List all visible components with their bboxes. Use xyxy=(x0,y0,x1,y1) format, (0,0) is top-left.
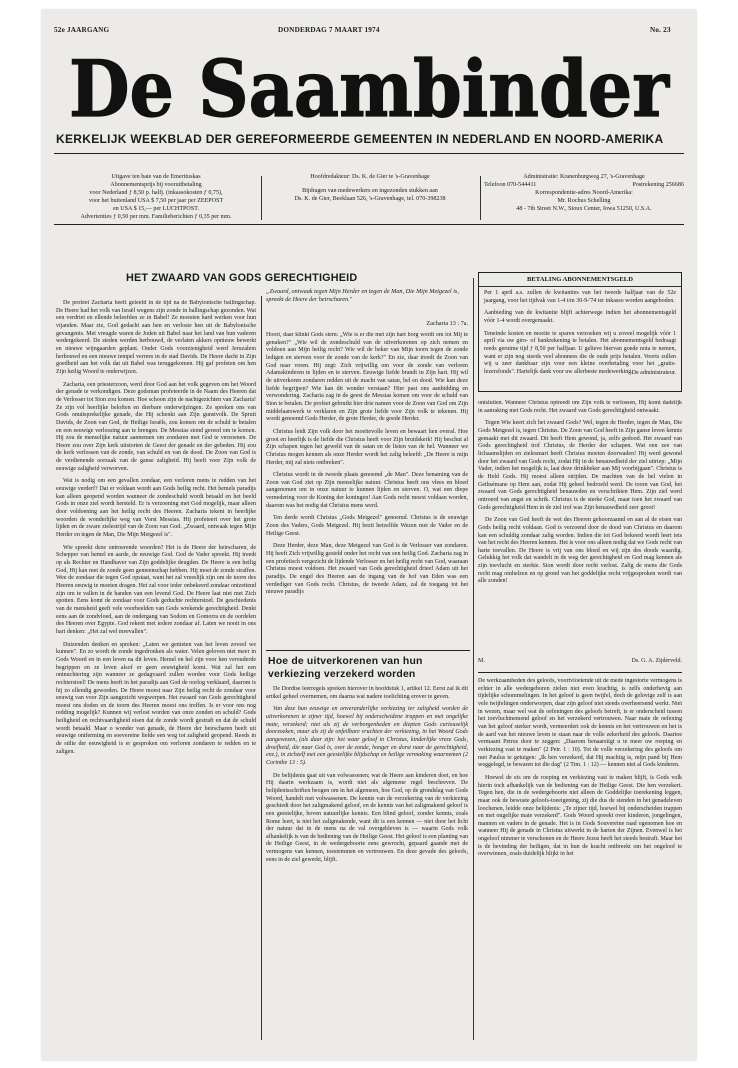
header-rule xyxy=(54,153,684,154)
administration-info xyxy=(484,174,684,214)
paragraph: De belijdenis gaat uit van volwassenen; wat de Heere aan kinderen doet, en hoe Hij daarin werkzaam is, wordt niet als algemene regel beschreven. De belijdenisschriften beogen om in het algemeen, hoe God, op de grondslag van Gods Woord, handelt met volwassenen. De kennis van de verzekering van de verkiezing geschiedt door het zaligmakend geloof, en de kennis van het zaligmakend geloof is een geestelijke, boven natuurlijke kennis. Een blind geloof, zonder kennis, zoals Rome leert, is niet het zaligmakende, want dit is een kennen — niet door het licht der natuur dat in de mens na de val overgebleven is — waarin Gods volk afhankelijk is van de bediening van de Heilige Geest. Het geloof is een planting van de Heilige Geest, in de wedergeboorte eens gewrocht, gepaard gaande met de vermogens van kennen, toestemmen en vertrouwen. En deze gevade des geloofs, eens in de ziel gewerkt, blijft. xyxy=(266,772,468,863)
paragraph: ontsluiten. Wanneer Christus optreedt om Zijn volk te verlossen, Hij komt dadelijk in aanraking met Gods recht. Het zwaard van Gods gerechtigheid ontwaakt. xyxy=(478,400,682,414)
paragraph: Zacharia, een priesterzoon, werd door God aan het volk gegeven om het Woord der genade te verkondigen. Deze godsman profeteerde in de Naam des Heeren dat de Verlosser tot Sion zou komen. Hoe schoon zijn de nachtgezichten van Zacharia! Ze zijn vol heerlijke beloften en dierbare onderwijzingen. Ze spreken ons van Gods onuitsprekelijke genade, die Hij schenkt aan Zijn gunstvolk. De Spruit Davids, de Zoon van God, de Heilige Israëls, zou komen om de schuld te betalen en een eeuwige verlossing aan te brengen. De Messias stond gereed om te komen. Hij zou de menselijke natuur aannemen om zondaren met God te verzoenen. De Heere zou over Zijn kerk uitstorten de Geest der genade en der gebeden. Hij zou de kerk verlossen van de zonde, van schuld en van de dood. De Zoon van God is de verdienende oorzaak van de ganse zaligheid. Hij heeft voor Zijn volk de eeuwige zaligheid verworven. xyxy=(56,381,256,472)
article-title: Hoe de uitverkorenen van hun verkiezing verzekerd worden xyxy=(268,656,423,680)
info-line: voor het buitenland USA $ 7,50 per jaar per ZEEPOST xyxy=(88,197,224,204)
column-divider xyxy=(261,296,262,1040)
info-line: Administratie: Kranenburgweg 27, 's-Gravenhage xyxy=(523,174,645,180)
info-line: Abonnementsprijs bij vooruitbetaling xyxy=(110,181,202,188)
paragraph: Hoewel de eis om de roeping en verkiezing vast te maken blijft, is Gods volk hierin toch afhankelijk van de bediening van de Heilige Geest. Die hen verzekert. Tegen hen, die in de wedergeboorte niet alleen de Goddelijke toerekening leggen, maar ook de bewuste geloofs-toeeigening, zij die dus de stenden in het genadeleven loochenen, leidde onze belijdenis: „Te zijner tijd, hoewel bij onderscheiden trappen en met ongelijke mate verzekerd". Gods Woord spreekt over kinderen, jongelingen, mannen en vaders in de genade. Het is in Gods Souvereine raad ogenomen hoe en wanneer Hij de genade in Christus uitwerkt in de harten der Zijnen. Evenwel is het ongeloof nimmer te verschonen en de Heere Jezus heeft het steeds bestraft. Maar het is de bevinding der heiligen, dat in hun de kracht ontbreekt om het ongeloof te overwinnen, zoals duidelijk blijkt in het xyxy=(478,774,682,858)
info-phone-row xyxy=(484,182,684,190)
issue-date: DONDERDAG 7 MAART 1974 xyxy=(278,26,380,34)
paragraph: Tegen Wie keert zich het zwaard Gods? Wel, tegen de Herder, tegen de Man, Die Gods Metgezel is, tegen Christus. De Zoon van God heeft in Zijn ganse leven kennis gemaakt met dit zwaard. Dit heeft Hem gewond, ja, zelfs gedood. Het zwaard van Gods gerechtigheid trof Christus, de Herder der schapen. Wat een zee van lichaamslijden en zielesmart heeft Christus moeten doorwaden! Hij werd gewond door het zwaard van Gods recht, zodat Hij in de benauwdheid der ziel uitriep: „Mijn Vader, indien het mogelijk is, laat deze drinkbeker aan Mij voorbijgaan". Christus is de Held Gods. Hij moest alleen strijden. De machten van de hel vielen in Gethsémane op Hem aan, zodat Hij geheel bedroefd werd. De toorn van God, het zwaard van Gods gerechtigheid benauwden en verschrikten Hem. Zijn ziel werd ontroerd van angst en schrik. Christus is de sterke God, maar toen het zwaard van Gods gerechtigheid Hem in de ziel trof was Zijn benauwdheid zeer groot! xyxy=(478,420,682,511)
paragraph: Wie spreekt deze ontroerende woorden? Het is de Heere der heirscharen, de Schepper van hemel en aarde, de eeuwige God. God de Vader spreekt. Hij treedt op als Rechter en Handhaver van Zijn goddelijke deugden. De Heere is een heilig God, Hij kan met de zonde geen gemeenschap hebben. Hij moet de zonde straffen. Wee de zondaar die tegen God opstaat, want het zal vreeslijk zijn om de toorn des Heeren eeuwig te moeten dragen. Het zal voor ieder onbekeerd zondaar ontzettend zijn om te vallen in de handen van een levend God. De Heere laat niet met Zich spotten. Eens komt de zondaar voor Gods geduchte rechterstoel. De geschiedenis van de mensheid geeft vele voorbeelden van Gods wrekende gerechtigheid. Denkt eens aan de zondvloed, aan de ondergang van Sodom en Gomorra en de oordelen des Heeren over Egypte. God rekent met iedere zondaar af. Laten we nooit in ons hart denken: „Het zal wel meevallen". xyxy=(56,544,256,635)
info-line: 48 - 7th Street N.W., Sioux Center, Iowa 51250, U.S.A. xyxy=(516,205,652,212)
paragraph: Wat is nodig om een gevallen zondaar, een verloren mens te redden van het eeuwige verderf? Dat er voldaan wordt aan Gods heilig recht. Het hemels paradijs kan alleen geopend worden wanneer de zondeschuld wordt betaald en het beeld Gods in onze ziel wordt hersteld. Er is verzoening met God mogelijk, maar alleen door voldoening aan het heilig recht des Heeren. Zacharia tekent in heerlijke woorden de wonderlijke weg van Vorst Messias. Hij profeteert over het grote lijden en de zware zielestrijd van de Zoon van God. „Zwaard, ontwaak tegen Mijn Herder en tegen de Man, Die Mijn Metgezel is". xyxy=(56,478,256,539)
quoted-article: Van deze hun eeuwige en onveranderlijke verkiezing ter zaligheid worden de uitverkorenen te zijner tijd, hoewel bij onderscheidene trappen en met ongelijke mate, verzekerd; niet als zij de verborgenheden en diepten Gods curieuselijk doorzoeken, maar als zij de onfeilbare vruchten der verkiezing, in het Woord Gods aangewezen, (als daar zijn: het waar geloof in Christus, kinderlijke vreze Gods, droefheid, die naar God is, over de zonde, honger en dorst naar de gerechtigheid, enz.), in zichzelf met een geestelijke blijdschap en heilige vermaking waarnemen (2 Corinthe 13 : 5). xyxy=(266,706,468,766)
notice-title: BETALING ABONNEMENTSGELD xyxy=(527,276,633,283)
info-line: en USA $ 15,— per LUCHTPOST. xyxy=(112,205,200,212)
article-column-2 xyxy=(266,332,468,646)
subscription-payment-notice xyxy=(478,272,682,392)
phone-number: Telefoon 070-544411 xyxy=(484,181,537,188)
paragraph: Aanbieding van de kwitantie blijft achterwege indien het abonnementsgeld vóór 1-4 wordt overgemaakt. xyxy=(484,310,676,324)
info-divider xyxy=(261,176,262,220)
paragraph: Teneinde kosten en moeite te sparen verzoeken wij u zoveel mogelijk vóór 1 april via uw giro- of bankrekening te betalen. Het abonnementsgeld bedraagt reeds geruime tijd ƒ 8,50 per halfjaar. U gelieve hiervan goede nota te nemen, want er zijn nog steeds veel abonnees die de oude prijs betalen. Voorts zullen wij u zeer dankbaar zijn voor een kleine overbetaling voor het „gratis-lezersfonds". Hartelijk dank voor uw allerbeste medewerking. xyxy=(484,330,676,375)
article-column-4 xyxy=(266,686,468,1042)
info-line: Hoofdredakteur: Ds. K. de Gier te 's-Gravenhage xyxy=(310,174,430,180)
paragraph: Duizenden denken en spreken: „Laten we genieten van het leven zoveel we kunnen". En zo wordt de zonde ingedronken als water. Velen geloven niet meer in Gods Woord en in een leven na dit leven. Hemel en hel zijn voor hen verouderde begrippen en ze leven alsof er geen eeuwigheid komt. Wat zal het een ontnuchtering zijn wanneer ze gedagvaard zullen worden voor Gods heilige rechterstoel! De mens heeft in het paradijs aan God de oorlog verklaard, daarom is hij zo ellendig geworden. De Heere moest naar Zijn heilig recht de zondaar voor eeuwig van voor Zijn aangezicht wegwerpen. Het zwaard van Gods gerechtigheid moest ons doden en de toorn des Heeren moest ons treffen. Is er voor ons nog redding mogelijk? Kunnen wij verlost worden van onze zonden en schuld? Gods heiligheid en rechtvaardigheid eisen dat de zonde wordt gestraft en dat de schuld wordt betaald. Maar o wonder van genade, de Heere der heirscharen heeft uit eeuwige ontferming en soevereine liefde een weg tot zaligheid geopend. Reeds in de stilte der eeuwigheid is er gesproken om verloren zondaren te redden en te zaligen. xyxy=(56,641,256,755)
info-line: Advertenties ƒ 0,50 per mm. Familieberichten ƒ 0,35 per mm. xyxy=(80,213,232,220)
svg-text:De Saambinder: De Saambinder xyxy=(69,46,670,130)
section-rule xyxy=(478,672,682,673)
paragraph: De Zoon van God heeft de wet des Heeren gehoorzaamd en aan al de eisen van Gods heilig recht voldaan. God is verzoend door de dood van Christus en daarom kan een schuldig zondaar zalig worden. Indien die tot God bekeerd wordt leert iets van het recht des Heeren kennen. Het is voor ons alleen nodig dat we Gods recht van harte toevallen. De Heere is vrij van ons bloed en wij zijn des doods waardig. Gelukkig het volk dat wandelt in de weg der gerechtigheid en God mag kennen als zijn toevlucht en sterkte. Sion wordt door recht verlost. Zalig de mens die Gods recht mag omhelzen en op grond van het goddelijke recht vrijgesproken wordt van alle zonden! xyxy=(478,517,682,585)
info-line: Korrespondentie-adres Noord-Amerika: xyxy=(535,189,633,196)
paragraph: Deze Herder, deze Man, deze Metgezel van God is de Verlosser van zondaren. Hij heeft Zich vrijwillig gesteld onder het recht van een heilig God. Zacharia zag in een profetisch vergezicht de lijdende Verlosser en het heilig recht van God, waaraan Christus moest voldoen. Het zwaard van Gods gerechtigheid drieef Adam uit het paradijs. De engel des Heeren aan de ingang van de hof van Eden was een verdediger van Gods recht. Christus, de tweede Adam, zal de toegang tot het nieuwe paradijs xyxy=(266,543,468,596)
paragraph: De profeet Zacharia heeft geleefd in de tijd na de Babylonische ballingschap. De Heere had het volk van Israël wegens zijn zonde in ballingschap gezonden. Wat een verdriet en ellende beleefden ze in Babel! Ze moesten hard werken voor hun vijanden. Maar zie, God gedacht aan hen en verloste hen uit de Babylonische gevangenis. Met vreugde waren de Joden uit Babel naar het land van hun vaderen wedergekeerd. De steden werden herbouwd, de verlaten akkers opnieuw bewerkt en nieuwe wijngaarden geplant. Onder Gods voorzienigheid werd Jeruzalem herbouwd en een nieuwe tempel verrees in de stad Davids. De Heere dacht in Zijn goedheid aan het volk dat uit Babel was teruggekomen. Hij gaf profeten om hen Zijn heilig Woord te onderwijzen. xyxy=(56,300,256,375)
section-rule xyxy=(266,650,470,651)
info-rule xyxy=(54,224,684,225)
masthead-subtitle: KERKELIJK WEEKBLAD DER GEREFORMEERDE GEMEENTEN IN NEDERLAND EN NOORD-AMERIKA xyxy=(56,132,664,146)
paragraph: Per 1 april a.s. zullen de kwitanties van het tweede halfjaar van de 52e jaargang, voor het tijdvak van 1-4 t/m 30-9-'74 ter inkasso worden aangeboden. xyxy=(484,290,676,304)
article-title: HET ZWAARD VAN GODS GERECHTIGHEID xyxy=(126,272,358,284)
signature-initial: M. xyxy=(478,658,485,664)
subscription-info xyxy=(58,174,254,221)
paragraph: Christus wordt in de tweede plaats genoemd „de Man". Deze benaming van de Zoon van God ziet op Zijn menselijke natuur. Christus heeft ons vlees en bloed aangenomen om in onze natuur te kunnen lijden en sterven. O, wat een diepe vernedering voor de Koning der koningen! Aan Gods recht moest voldaan worden, daarom was het nodig dat Christus mens werd. xyxy=(266,472,468,509)
article-column-3 xyxy=(478,400,682,652)
postal-account: Postrekening 256686 xyxy=(632,181,684,188)
author-name: Ds. G. A. Zijderveld. xyxy=(631,658,682,664)
info-line: Ds. K. de Gier, Beeklaan 526, 's-Gravenhage, tel. 070-398238 xyxy=(294,195,446,202)
notice-signature: De administrateur. xyxy=(631,369,676,376)
info-line: Mr. Rochus Schelling xyxy=(557,197,611,204)
newspaper-page xyxy=(42,10,696,1060)
notice-rule xyxy=(479,286,681,287)
paragraph: Ten derde wordt Christus „Gods Metgezel" genoemd. Christus is de eeuwige Zoon des Vaders, Gods Metgezel. Hij bezit hetzelfde Wezen met de Vader en de Heilige Geest. xyxy=(266,515,468,537)
paragraph: Hoort, daar klinkt Gods stem: „Wie is er die met zijn hart borg wordt om tot Mij te genaken?" „Wie wil de zondeschuld van de uitverkorenen op zich nemen en voldoen aan Mijn heilig recht? Wie wil de beker van Mijn toorn tegen de zonde ledigen en sterven voor de zonde van de kerk?" En zie, daar treedt de Zoon van God naar voren. Hij zegt: Zich vrijwillig om voor de zonde van verloren Adamskinderen te lijden en te sterven. Eeuwige liefde brandt in Zijn hart. Hij wil de uitverkoren zondaren redden uit de macht van satan, hel en dood. Wie kan deze liefde begrijpen? Wie kan dit wonder verstaan? Hier past ons aanbidding en verwondering. Zacharia zag in de geest de Messias komen om voor de schuld van Sion te betalen. De profeet gebruikt hier drie namen voor de Zoon van God om Zijn middelaarswerk te verklaren en Zijn grote liefde voor Zijn volk te tekenen. Hij wordt genoemd Gods Herder, de grote Herder, de goede Herder. xyxy=(266,332,468,423)
masthead-title xyxy=(52,46,686,130)
info-line: voor Nederland ƒ 8,50 p. halfj. (inkassokosten ƒ 0,75), xyxy=(89,189,223,196)
article-signature xyxy=(478,658,682,664)
paragraph: Christus leidt Zijn volk door het moeitevolle leven en bewaart hen overal. Hoe groot en heerlijk is de liefde die Christus heeft voor Zijn bruidskerk! Hij beschut al Zijn schapen tegen het geweld van de satan en de listen van de hel. Wanneer we Christus mogen kennen als onze Herder wordt het zalig beleefd: „De Heere is mijn Herder, mij zal niets ontbreken". xyxy=(266,428,468,466)
info-line: Uitgave ten bate van de Emerituskas xyxy=(111,174,201,180)
info-divider xyxy=(480,176,481,220)
article-column-1 xyxy=(56,300,256,1056)
article-column-5 xyxy=(478,678,682,1042)
paragraph: De werkzaamheden des geloofs, voortvloeiende uit de mede ingestorte vermogens is echter in alle wedergeboren zielen niet even krachtig, is zelfs onderhevig aan tijdelijke schommelingen. In het geloof is geen twijfel, doch de gelovige zelf is aan vele twijfelingen onderworpen, daar zijn geloof niet steeds overheersend werkt. Niet in wezen, maar wel wat de oefeningen des geloofs betreft, is er onderscheid tussen het toevluchtnemend geloof en het verzekerd vertrouwen. Naar mate de oefening van het geloof sterker wordt, vermeerdert ook de kennis en het vertrouwen en het is de aard van het nieuwe leven te staan naar de volle zekerheid des geloofs. Daartoe vermaant Petrus door te zeggen: „Daarom benaarstigt u te meer uw roeping en verkiezing vast te maken" (2 Petr. 1 : 10). Tot de volle verzekering des geloofs om met Paulus te getuigen: „Ik ben verzekerd, dat Hij machtig is, mijn pand bij Hem weggelegd, te bewaren tot die dag" (2 Tim. 1 : 12) — kennen niet al Gods kinderen. xyxy=(478,678,682,769)
scripture-reference: Zacharia 13 : 7a. xyxy=(426,320,468,327)
editor-info xyxy=(264,174,476,204)
info-line: Bijdragen van medewerkers en ingezonden stukken aan xyxy=(302,187,438,194)
paragraph: De Dordtse leerregels spreken hierover in hoofdstuk 1, artikel 12. Eerst zal ik dit artikel geheel overnemen, om daarna wat nadere toelichting erover te geven. xyxy=(266,686,468,700)
issue-number: No. 23 xyxy=(650,26,671,34)
column-divider xyxy=(473,278,474,1040)
scripture-quote: „Zwaard, ontwaak tegen Mijn Herder en tegen de Man, Die Mijn Metgezel is, spreekt de Heere der heirscharen." xyxy=(266,288,459,303)
volume-label: 52e JAARGANG xyxy=(54,26,110,34)
